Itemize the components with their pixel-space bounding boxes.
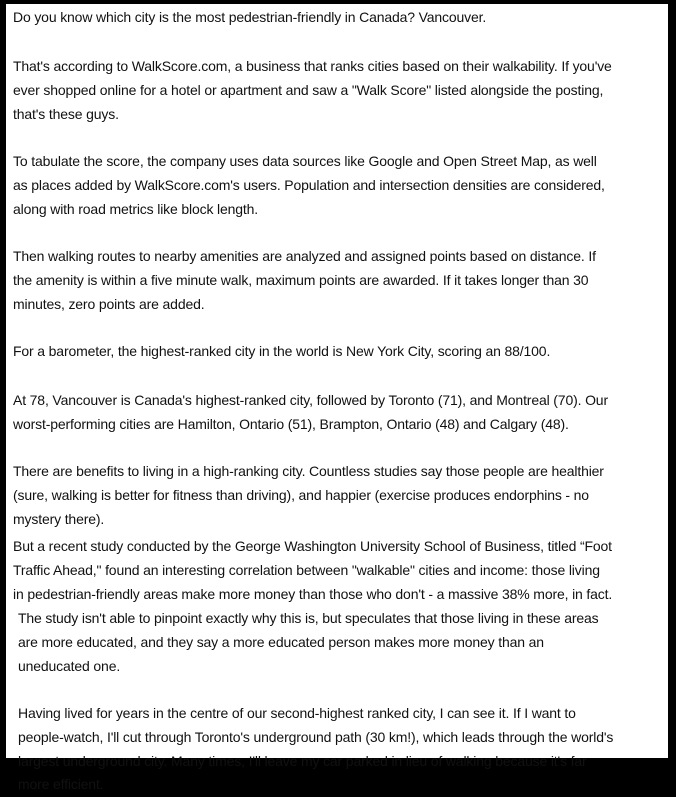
paragraph-line: in pedestrian-friendly areas make more money than those who don't - a massive 38% more, in fact. [13,585,613,602]
paragraph-line: uneducated one. [18,657,121,674]
article-paragraph [13,340,550,364]
article-paragraph [13,389,608,437]
article-paragraph [13,460,604,531]
paragraph-line: Having lived for years in the centre of our second-highest ranked city, I can see it. If I want to [18,705,576,721]
paragraph-line: that's these guys. [13,105,119,122]
paragraph-line: the amenity is within a five minute walk, maximum points are awarded. If it takes longer than 30 [13,271,589,288]
paragraph-line: minutes, zero points are added. [13,295,205,312]
paragraph-line: more efficient. [18,776,104,793]
article-paragraph [13,245,596,316]
paragraph-line: Do you know which city is the most pedestrian-friendly in Canada? Vancouver. [13,9,487,25]
paragraph-line: To tabulate the score, the company uses data sources like Google and Open Street Map, as well [13,153,597,169]
paragraph-line: Traffic Ahead," found an interesting correlation between "walkable" cities and income: those living [13,561,600,578]
article-page [6,4,668,793]
paragraph-line: are more educated, and they say a more educated person makes more money than an [18,633,544,650]
paragraph-line: There are benefits to living in a high-ranking city. Countless studies say those people are healthier [13,463,604,479]
paragraph-line: largest underground city. Many times, I'll leave my car parked in lieu of walking because it's far [18,752,587,769]
article-paragraph [13,55,612,126]
paragraph-line: people-watch, I'll cut through Toronto's underground path (30 km!), which leads through the world's [18,728,614,745]
article-paragraph [13,6,486,30]
article-paragraph [18,607,599,678]
paragraph-line: Then walking routes to nearby amenities are analyzed and assigned points based on distance. If [13,248,596,264]
paragraph-line: worst-performing cities are Hamilton, Ontario (51), Brampton, Ontario (48) and Calgary (48). [13,415,569,432]
paragraph-line: (sure, walking is better for fitness than driving), and happier (exercise produces endorphins - no [13,486,589,503]
paragraph-line: At 78, Vancouver is Canada's highest-ranked city, followed by Toronto (71), and Montreal (70). Our [13,392,608,408]
paragraph-line: That's according to WalkScore.com, a business that ranks cities based on their walkability. If you've [13,58,612,74]
paragraph-line: The study isn't able to pinpoint exactly why this is, but speculates that those living in these areas [18,610,599,626]
paragraph-line: ever shopped online for a hotel or apartment and saw a "Walk Score" listed alongside the posting, [13,81,604,98]
paragraph-line: as places added by WalkScore.com's users. Population and intersection densities are considered, [13,176,605,193]
paragraph-line: along with road metrics like block length. [13,200,259,217]
article-paragraph [13,535,612,606]
paragraph-line: For a barometer, the highest-ranked city in the world is New York City, scoring an 88/100. [13,343,551,359]
article-paragraph [13,150,605,221]
paragraph-line: mystery there). [13,510,105,527]
article-paragraph [18,702,613,797]
paragraph-line: But a recent study conducted by the George Washington University School of Business, titled “Foot [13,538,612,554]
